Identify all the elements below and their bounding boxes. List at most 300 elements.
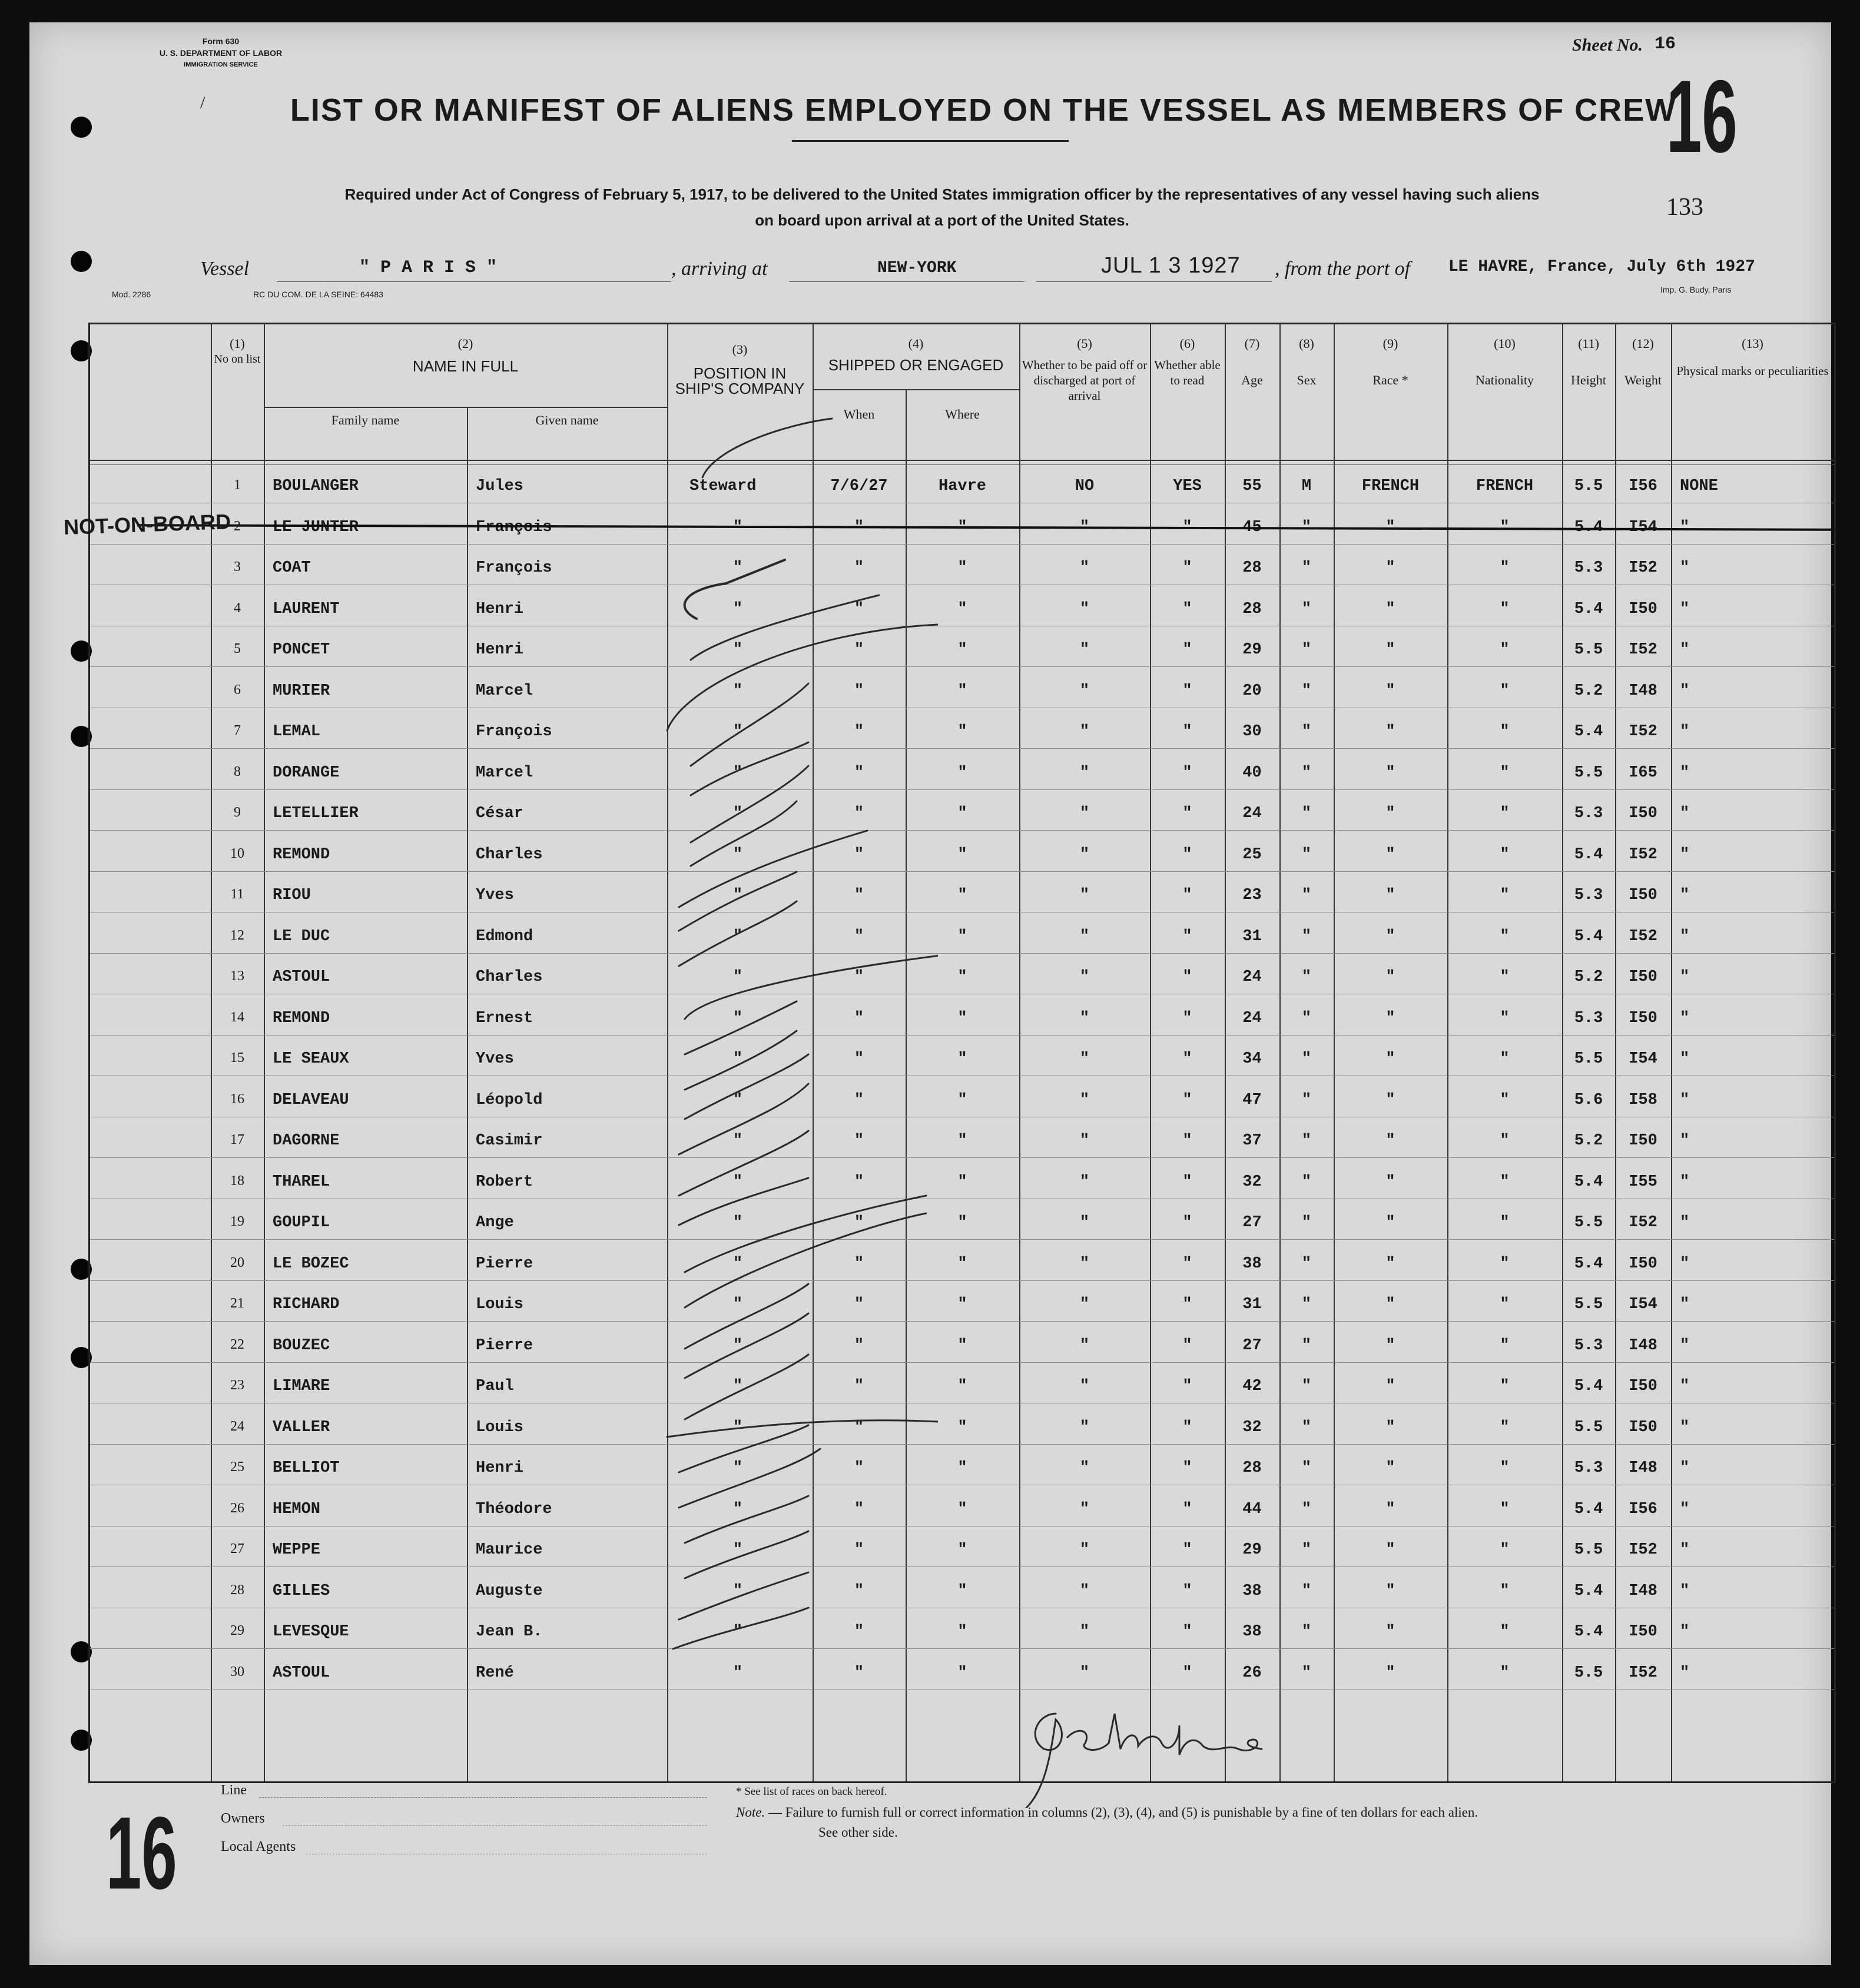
cell-where: " xyxy=(957,1132,967,1150)
cell-no: 7 xyxy=(234,723,241,738)
cell-race: " xyxy=(1385,1418,1395,1436)
cell-height: 5.3 xyxy=(1574,559,1603,577)
cell-when: " xyxy=(854,1254,864,1273)
cell-sex: " xyxy=(1301,1378,1312,1395)
cell-no: 15 xyxy=(230,1050,244,1066)
cell-given: Louis xyxy=(476,1418,524,1436)
cell-when: " xyxy=(854,927,864,945)
cell-nationality: " xyxy=(1500,887,1510,904)
cell-height: 5.5 xyxy=(1574,1296,1603,1313)
row-rule xyxy=(90,1321,1834,1322)
cell-read: " xyxy=(1182,1336,1192,1355)
local-agents-label: Local Agents xyxy=(221,1839,296,1854)
cell-weight: I50 xyxy=(1629,1378,1657,1395)
cell-age: 24 xyxy=(1242,805,1262,822)
cell-no: 5 xyxy=(234,641,241,656)
cell-given: Maurice xyxy=(476,1541,543,1559)
cell-sex: " xyxy=(1301,1214,1312,1232)
cell-given: Edmond xyxy=(476,927,533,945)
cell-read: " xyxy=(1182,764,1192,782)
cell-no: 14 xyxy=(230,1009,244,1025)
col-header-number: (1) No on list xyxy=(214,336,261,366)
cell-height: 5.4 xyxy=(1574,1500,1603,1518)
cell-paid: " xyxy=(1079,559,1090,577)
cell-race: " xyxy=(1385,1664,1395,1682)
cell-when: " xyxy=(854,1378,864,1395)
cell-height: 5.4 xyxy=(1574,518,1603,536)
cell-position: " xyxy=(732,1336,743,1355)
col-header-height: (11) Height xyxy=(1571,336,1606,387)
cell-height: 5.2 xyxy=(1574,968,1603,986)
cell-height: 5.4 xyxy=(1574,1254,1603,1273)
inspector-signature xyxy=(1003,1690,1285,1808)
cell-marks: " xyxy=(1680,1418,1690,1436)
cell-when: " xyxy=(854,600,864,618)
cell-where: " xyxy=(957,682,967,700)
cell-given: Jules xyxy=(476,477,524,495)
cell-height: 5.4 xyxy=(1574,1582,1603,1600)
cell-family: LE JUNTER xyxy=(273,518,359,536)
arrival-port: NEW-YORK xyxy=(877,259,957,277)
cell-weight: I54 xyxy=(1629,1050,1657,1068)
cell-nationality: " xyxy=(1500,641,1510,659)
cell-marks: " xyxy=(1680,1378,1690,1395)
cell-when: " xyxy=(854,682,864,700)
cell-where: " xyxy=(957,723,967,741)
cell-where: " xyxy=(957,1664,967,1682)
cell-given: Théodore xyxy=(476,1500,552,1518)
cell-height: 5.3 xyxy=(1574,805,1603,822)
cell-family: LEMAL xyxy=(273,723,321,741)
cell-race: " xyxy=(1385,1050,1395,1068)
cell-height: 5.3 xyxy=(1574,1336,1603,1355)
cell-age: 38 xyxy=(1242,1623,1262,1641)
cell-given: Jean B. xyxy=(476,1623,543,1641)
cell-when: " xyxy=(854,1336,864,1355)
model-number: Mod. 2286 xyxy=(112,290,151,299)
row-rule xyxy=(90,1444,1834,1445)
cell-age: 31 xyxy=(1242,1296,1262,1313)
cell-when: " xyxy=(854,1541,864,1559)
cell-given: Auguste xyxy=(476,1582,543,1600)
col-header-where: Where xyxy=(945,407,980,422)
cell-sex: " xyxy=(1301,1664,1312,1682)
cell-height: 5.5 xyxy=(1574,1541,1603,1559)
cell-age: 25 xyxy=(1242,845,1262,864)
cell-nationality: " xyxy=(1500,1664,1510,1682)
cell-paid: " xyxy=(1079,600,1090,618)
row-rule xyxy=(90,1648,1834,1649)
cell-read: " xyxy=(1182,1132,1192,1150)
cell-race: " xyxy=(1385,682,1395,700)
cell-sex: " xyxy=(1301,1459,1312,1477)
cell-marks: " xyxy=(1680,845,1690,864)
cell-no: 21 xyxy=(230,1296,244,1311)
cell-race: " xyxy=(1385,927,1395,945)
cell-family: GILLES xyxy=(273,1582,330,1600)
cell-nationality: " xyxy=(1500,682,1510,700)
cell-family: LE DUC xyxy=(273,927,330,945)
cell-age: 38 xyxy=(1242,1582,1262,1600)
from-port-label: , from the port of xyxy=(1275,258,1411,280)
cell-position: " xyxy=(732,805,743,822)
cell-position: " xyxy=(732,968,743,986)
cell-height: 5.5 xyxy=(1574,1664,1603,1682)
cell-position: " xyxy=(732,1009,743,1027)
cell-paid: " xyxy=(1079,1173,1090,1191)
cell-where: " xyxy=(957,805,967,822)
cell-family: PONCET xyxy=(273,641,330,659)
col-header-paid-off: (5) Whether to be paid off or discharged at port of arrival xyxy=(1022,336,1148,403)
cell-no: 9 xyxy=(234,805,241,820)
col-header-given-name: Given name xyxy=(535,413,599,427)
cell-nationality: " xyxy=(1500,1050,1510,1068)
cell-sex: " xyxy=(1301,805,1312,822)
cell-position: " xyxy=(732,600,743,618)
cell-nationality: " xyxy=(1500,1173,1510,1191)
cell-family: LETELLIER xyxy=(273,805,359,822)
cell-paid: " xyxy=(1079,1500,1090,1518)
cell-height: 5.3 xyxy=(1574,1009,1603,1027)
note-label: Note. xyxy=(736,1805,765,1820)
cell-weight: I52 xyxy=(1629,845,1657,864)
cell-sex: " xyxy=(1301,559,1312,577)
cell-family: HEMON xyxy=(273,1500,321,1518)
cell-no: 28 xyxy=(230,1582,244,1598)
cell-sex: " xyxy=(1301,887,1312,904)
cell-weight: I52 xyxy=(1629,723,1657,741)
cell-nationality: " xyxy=(1500,1296,1510,1313)
cell-sex: " xyxy=(1301,1091,1312,1109)
cell-weight: I52 xyxy=(1629,559,1657,577)
col-header-family-name: Family name xyxy=(331,413,400,427)
see-other-side: See other side. xyxy=(818,1825,898,1840)
cell-read: " xyxy=(1182,1296,1192,1313)
cell-paid: " xyxy=(1079,1582,1090,1600)
cell-weight: I50 xyxy=(1629,968,1657,986)
cell-age: 34 xyxy=(1242,1050,1262,1068)
cell-position: " xyxy=(732,723,743,741)
cell-when: " xyxy=(854,1418,864,1436)
cell-position: " xyxy=(732,1459,743,1477)
cell-when: 7/6/27 xyxy=(830,477,888,495)
cell-given: Henri xyxy=(476,641,524,659)
cell-height: 5.4 xyxy=(1574,1623,1603,1641)
cell-family: BOULANGER xyxy=(273,477,359,495)
cell-when: " xyxy=(854,723,864,741)
cell-when: " xyxy=(854,845,864,864)
cell-paid: " xyxy=(1079,1050,1090,1068)
cell-no: 12 xyxy=(230,927,244,943)
cell-given: Henri xyxy=(476,1459,524,1477)
row-rule xyxy=(90,953,1834,954)
cell-marks: " xyxy=(1680,1582,1690,1600)
cell-race: " xyxy=(1385,845,1395,864)
cell-family: GOUPIL xyxy=(273,1214,330,1232)
cell-no: 29 xyxy=(230,1623,244,1638)
cell-marks: " xyxy=(1680,805,1690,822)
cell-weight: I55 xyxy=(1629,1173,1657,1191)
cell-given: Paul xyxy=(476,1378,514,1395)
note-text: — Failure to furnish full or correct information in columns (2), (3), (4), and (5) is punishable by a fine of ten dollars for each alien. xyxy=(768,1805,1478,1820)
cell-where: " xyxy=(957,1418,967,1436)
cell-marks: " xyxy=(1680,764,1690,782)
cell-family: LE BOZEC xyxy=(273,1254,349,1273)
cell-age: 24 xyxy=(1242,1009,1262,1027)
col-header-weight: (12) Weight xyxy=(1624,336,1662,387)
tick-mark: / xyxy=(200,93,205,112)
cell-weight: I50 xyxy=(1629,805,1657,822)
cell-family: DELAVEAU xyxy=(273,1091,349,1109)
cell-read: " xyxy=(1182,927,1192,945)
row-rule xyxy=(90,1035,1834,1036)
cell-age: 32 xyxy=(1242,1418,1262,1436)
cell-paid: " xyxy=(1079,805,1090,822)
cell-race: " xyxy=(1385,764,1395,782)
row-rule xyxy=(90,1362,1834,1363)
not-on-board-stamp: NOT-ON-BOARD xyxy=(63,509,231,539)
cell-family: REMOND xyxy=(273,1009,330,1027)
cell-family: ASTOUL xyxy=(273,968,330,986)
cell-age: 37 xyxy=(1242,1132,1262,1150)
subtitle-line-1: Required under Act of Congress of February 5, 1917, to be delivered to the United States immigration officer by the representatives of any vessel having such aliens xyxy=(344,185,1540,203)
cell-family: THAREL xyxy=(273,1173,330,1191)
cell-paid: " xyxy=(1079,1336,1090,1355)
cell-when: " xyxy=(854,805,864,822)
cell-no: 30 xyxy=(230,1664,244,1680)
date-stamp: JUL 1 3 1927 xyxy=(1101,253,1241,278)
cell-age: 27 xyxy=(1242,1214,1262,1232)
cell-sex: M xyxy=(1301,477,1312,495)
cell-no: 26 xyxy=(230,1500,244,1516)
row-rule xyxy=(90,544,1834,545)
cell-weight: I48 xyxy=(1629,1459,1657,1477)
cell-weight: I65 xyxy=(1629,764,1657,782)
cell-sex: " xyxy=(1301,1541,1312,1559)
cell-weight: I52 xyxy=(1629,1664,1657,1682)
cell-nationality: " xyxy=(1500,1582,1510,1600)
cell-position: " xyxy=(732,1541,743,1559)
cell-sex: " xyxy=(1301,1296,1312,1313)
cell-marks: NONE xyxy=(1680,477,1718,495)
cell-weight: I50 xyxy=(1629,1254,1657,1273)
department-name: U. S. DEPARTMENT OF LABOR xyxy=(159,48,283,58)
row-rule xyxy=(90,666,1834,667)
cell-when: " xyxy=(854,559,864,577)
cell-race: " xyxy=(1385,723,1395,741)
cell-height: 5.5 xyxy=(1574,1214,1603,1232)
row-rule xyxy=(90,1157,1834,1158)
cell-sex: " xyxy=(1301,845,1312,864)
cell-paid: " xyxy=(1079,1091,1090,1109)
col-header-read: (6) Whether able to read xyxy=(1154,336,1221,387)
line-field xyxy=(259,1797,707,1798)
cell-paid: " xyxy=(1079,845,1090,864)
cell-position: " xyxy=(732,641,743,659)
cell-height: 5.5 xyxy=(1574,641,1603,659)
cell-height: 5.4 xyxy=(1574,927,1603,945)
cell-marks: " xyxy=(1680,1050,1690,1068)
cell-nationality: " xyxy=(1500,1214,1510,1232)
cell-height: 5.3 xyxy=(1574,1459,1603,1477)
cell-family: ASTOUL xyxy=(273,1664,330,1682)
cell-nationality: " xyxy=(1500,968,1510,986)
owners-label: Owners xyxy=(221,1811,265,1826)
cell-position: " xyxy=(732,1214,743,1232)
col-header-when: When xyxy=(843,407,875,422)
cell-age: 38 xyxy=(1242,1254,1262,1273)
cell-given: Pierre xyxy=(476,1254,533,1273)
cell-height: 5.5 xyxy=(1574,1418,1603,1436)
cell-position: " xyxy=(732,887,743,904)
cell-when: " xyxy=(854,1582,864,1600)
cell-sex: " xyxy=(1301,968,1312,986)
row-rule xyxy=(90,789,1834,790)
cell-where: " xyxy=(957,764,967,782)
cell-read: " xyxy=(1182,968,1192,986)
cell-age: 24 xyxy=(1242,968,1262,986)
cell-where: " xyxy=(957,1500,967,1518)
cell-paid: " xyxy=(1079,1254,1090,1273)
cell-nationality: " xyxy=(1500,1254,1510,1273)
row-rule xyxy=(90,1566,1834,1567)
cell-marks: " xyxy=(1680,1500,1690,1518)
cell-read: " xyxy=(1182,600,1192,618)
cell-height: 5.2 xyxy=(1574,682,1603,700)
page-subtitle xyxy=(135,181,1749,233)
cell-weight: I48 xyxy=(1629,682,1657,700)
cell-no: 4 xyxy=(234,600,241,616)
cell-weight: I52 xyxy=(1629,641,1657,659)
printer-imprint: Imp. G. Budy, Paris xyxy=(1660,285,1732,294)
cell-position: " xyxy=(732,1378,743,1395)
cell-sex: " xyxy=(1301,1132,1312,1150)
cell-weight: I50 xyxy=(1629,600,1657,618)
cell-given: Marcel xyxy=(476,764,533,782)
title-underline xyxy=(792,140,1069,142)
cell-paid: " xyxy=(1079,927,1090,945)
cell-marks: " xyxy=(1680,682,1690,700)
cell-weight: I52 xyxy=(1629,1541,1657,1559)
cell-position: " xyxy=(732,1623,743,1641)
cell-race: " xyxy=(1385,968,1395,986)
cell-when: " xyxy=(854,1664,864,1682)
cell-family: VALLER xyxy=(273,1418,330,1436)
cell-no: 3 xyxy=(234,559,241,575)
cell-nationality: " xyxy=(1500,1418,1510,1436)
cell-marks: " xyxy=(1680,1132,1690,1150)
cell-age: 23 xyxy=(1242,887,1262,904)
cell-family: MURIER xyxy=(273,682,330,700)
cell-read: " xyxy=(1182,1091,1192,1109)
cell-family: DAGORNE xyxy=(273,1132,340,1150)
line-label: Line xyxy=(221,1783,247,1798)
cell-nationality: " xyxy=(1500,764,1510,782)
cell-read: " xyxy=(1182,641,1192,659)
cell-weight: I50 xyxy=(1629,887,1657,904)
col-header-age: (7) Age xyxy=(1241,336,1263,387)
cell-race: " xyxy=(1385,641,1395,659)
cell-where: " xyxy=(957,1459,967,1477)
stamp-number-133: 133 xyxy=(1666,194,1703,221)
cell-race: " xyxy=(1385,1173,1395,1191)
manifest-sheet xyxy=(29,22,1831,1965)
cell-marks: " xyxy=(1680,927,1690,945)
cell-race: " xyxy=(1385,1623,1395,1641)
cell-where: " xyxy=(957,887,967,904)
cell-nationality: " xyxy=(1500,1459,1510,1477)
cell-family: BELLIOT xyxy=(273,1459,340,1477)
cell-race: " xyxy=(1385,1582,1395,1600)
cell-nationality: " xyxy=(1500,1336,1510,1355)
cell-read: " xyxy=(1182,1623,1192,1641)
cell-position: " xyxy=(732,1296,743,1313)
cell-sex: " xyxy=(1301,1582,1312,1600)
cell-nationality: " xyxy=(1500,805,1510,822)
cell-nationality: " xyxy=(1500,1132,1510,1150)
cell-sex: " xyxy=(1301,1500,1312,1518)
cell-weight: I54 xyxy=(1629,1296,1657,1313)
cell-read: " xyxy=(1182,1664,1192,1682)
cell-given: Henri xyxy=(476,600,524,618)
cell-paid: " xyxy=(1079,1664,1090,1682)
cell-weight: I56 xyxy=(1629,1500,1657,1518)
cell-weight: I50 xyxy=(1629,1418,1657,1436)
cell-no: 27 xyxy=(230,1541,244,1556)
cell-nationality: " xyxy=(1500,723,1510,741)
cell-when: " xyxy=(854,1500,864,1518)
cell-race: " xyxy=(1385,1336,1395,1355)
cell-position: " xyxy=(732,1050,743,1068)
cell-height: 5.5 xyxy=(1574,764,1603,782)
cell-nationality: " xyxy=(1500,559,1510,577)
cell-paid: NO xyxy=(1075,477,1095,495)
cell-sex: " xyxy=(1301,927,1312,945)
cell-position: " xyxy=(732,559,743,577)
cell-when: " xyxy=(854,1009,864,1027)
cell-age: 30 xyxy=(1242,723,1262,741)
cell-where: " xyxy=(957,1582,967,1600)
cell-no: 1 xyxy=(234,477,241,493)
cell-where: " xyxy=(957,600,967,618)
cell-family: DORANGE xyxy=(273,764,340,782)
cell-weight: I52 xyxy=(1629,927,1657,945)
cell-marks: " xyxy=(1680,641,1690,659)
cell-race: " xyxy=(1385,1132,1395,1150)
cell-position: Steward xyxy=(689,477,757,495)
form-header xyxy=(124,35,318,71)
cell-position: " xyxy=(732,1500,743,1518)
cell-no: 22 xyxy=(230,1336,244,1352)
service-name: IMMIGRATION SERVICE xyxy=(184,61,258,68)
departure-details: LE HAVRE, France, July 6th 1927 xyxy=(1448,258,1755,276)
cell-height: 5.4 xyxy=(1574,1378,1603,1395)
row-rule xyxy=(90,1239,1834,1240)
cell-age: 40 xyxy=(1242,764,1262,782)
cell-given: Ernest xyxy=(476,1009,533,1027)
cell-given: Casimir xyxy=(476,1132,543,1150)
cell-nationality: FRENCH xyxy=(1476,477,1534,495)
cell-no: 20 xyxy=(230,1254,244,1270)
sheet-number-label: Sheet No. xyxy=(1572,35,1643,55)
cell-age: 20 xyxy=(1242,682,1262,700)
form-number: Form 630 xyxy=(202,36,240,46)
cell-position: " xyxy=(732,1582,743,1600)
cell-marks: " xyxy=(1680,518,1690,536)
cell-weight: I50 xyxy=(1629,1009,1657,1027)
cell-family: RICHARD xyxy=(273,1296,340,1313)
row-rule xyxy=(90,871,1834,872)
